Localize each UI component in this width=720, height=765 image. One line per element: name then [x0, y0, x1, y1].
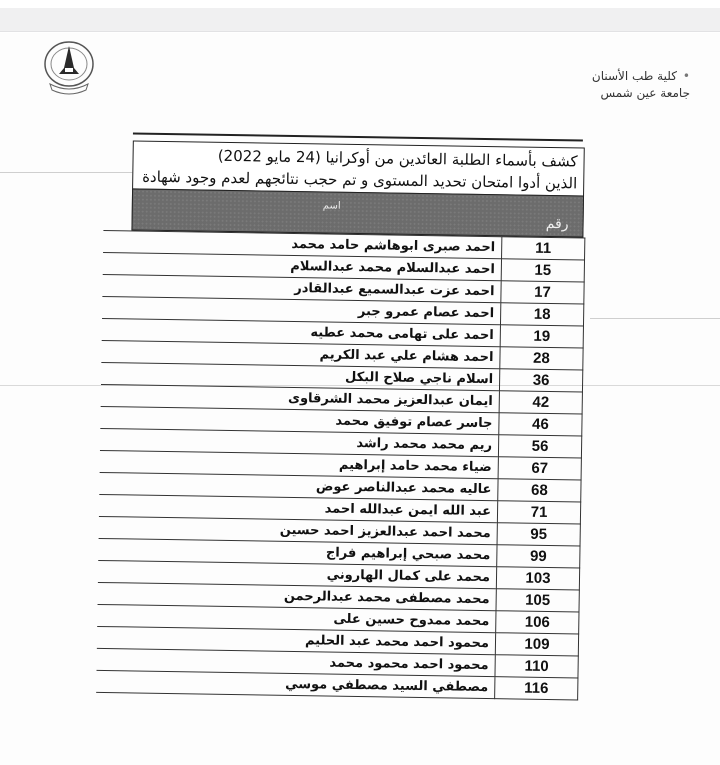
student-name: محمد صبحي إبراهيم فراج — [98, 538, 497, 566]
student-name: جاسر عصام توفيق محمد — [100, 406, 499, 434]
student-name: محمود احمد محمد عبد الحليم — [97, 626, 496, 654]
student-name: عاليه محمد عبدالناصر عوض — [99, 472, 498, 500]
student-number: 42 — [499, 391, 582, 414]
student-list-sheet — [96, 130, 583, 737]
students-table — [96, 230, 585, 701]
student-number: 95 — [497, 523, 580, 546]
student-number: 11 — [502, 237, 585, 260]
student-number: 68 — [498, 479, 581, 502]
student-number: 71 — [497, 501, 580, 524]
faculty-name: كلية طب الأسنان — [591, 69, 677, 83]
university-emblem-icon — [40, 38, 98, 98]
student-name: احمد على تهامى محمد عطيه — [102, 318, 501, 346]
student-name: ضياء محمد حامد إبراهيم — [100, 450, 499, 478]
student-number: 106 — [496, 611, 579, 634]
student-number: 36 — [499, 369, 582, 392]
student-name: احمد صبرى ابوهاشم حامد محمد — [103, 230, 502, 258]
student-name: ريم محمد محمد راشد — [100, 428, 499, 456]
student-name: احمد هشام علي عبد الكريم — [101, 340, 500, 368]
student-number: 110 — [495, 655, 578, 678]
student-number: 56 — [498, 435, 581, 458]
student-number: 116 — [495, 677, 578, 700]
title-line-1: كشف بأسماء الطلبة العائدين من أوكرانيا (24 مايو 2022) — [217, 146, 578, 171]
student-name: اسلام ناجي صلاح البكل — [101, 362, 500, 390]
student-number: 103 — [496, 567, 579, 590]
column-header-name: اسم — [322, 200, 341, 212]
faculty-heading: •كلية طب الأسنان جامعة عين شمس — [591, 69, 690, 100]
column-header-number: رقم — [545, 215, 569, 233]
student-name: احمد عزت عبدالسميع عبدالقادر — [102, 274, 501, 302]
student-number: 109 — [495, 633, 578, 656]
student-number: 46 — [499, 413, 582, 436]
student-name: محمد على كمال الهاروني — [98, 560, 497, 588]
table-header — [131, 188, 584, 237]
student-name: ايمان عبدالعزيز محمد الشرقاوى — [101, 384, 500, 412]
student-number: 99 — [497, 545, 580, 568]
student-number: 17 — [501, 281, 584, 304]
student-name: محمد احمد عبدالعزيز احمد حسين — [99, 516, 498, 544]
student-name: مصطفي السيد مصطفي موسي — [96, 670, 495, 698]
student-number: 19 — [500, 325, 583, 348]
student-number: 15 — [501, 259, 584, 282]
student-name: محمد مصطفى محمد عبدالرحمن — [98, 582, 497, 610]
student-number: 105 — [496, 589, 579, 612]
title-line-2: الذين أدوا امتحان تحديد المستوى و تم حجب نتائجهم لعدم وجود شهادة — [142, 167, 578, 193]
scan-artifact-line — [590, 318, 720, 319]
student-name: احمد عبدالسلام محمد عبدالسلام — [103, 252, 502, 280]
viewer-top-bar — [0, 0, 720, 32]
university-name: جامعة عين شمس — [600, 86, 690, 100]
student-name: محمد ممدوح حسين على — [97, 604, 496, 632]
student-name: احمد عصام عمرو جبر — [102, 296, 501, 324]
student-name: عبد الله ايمن عبدالله احمد — [99, 494, 498, 522]
student-number: 28 — [500, 347, 583, 370]
student-name: محمود احمد محمود محمد — [97, 648, 496, 676]
student-number: 67 — [498, 457, 581, 480]
student-number: 18 — [500, 303, 583, 326]
